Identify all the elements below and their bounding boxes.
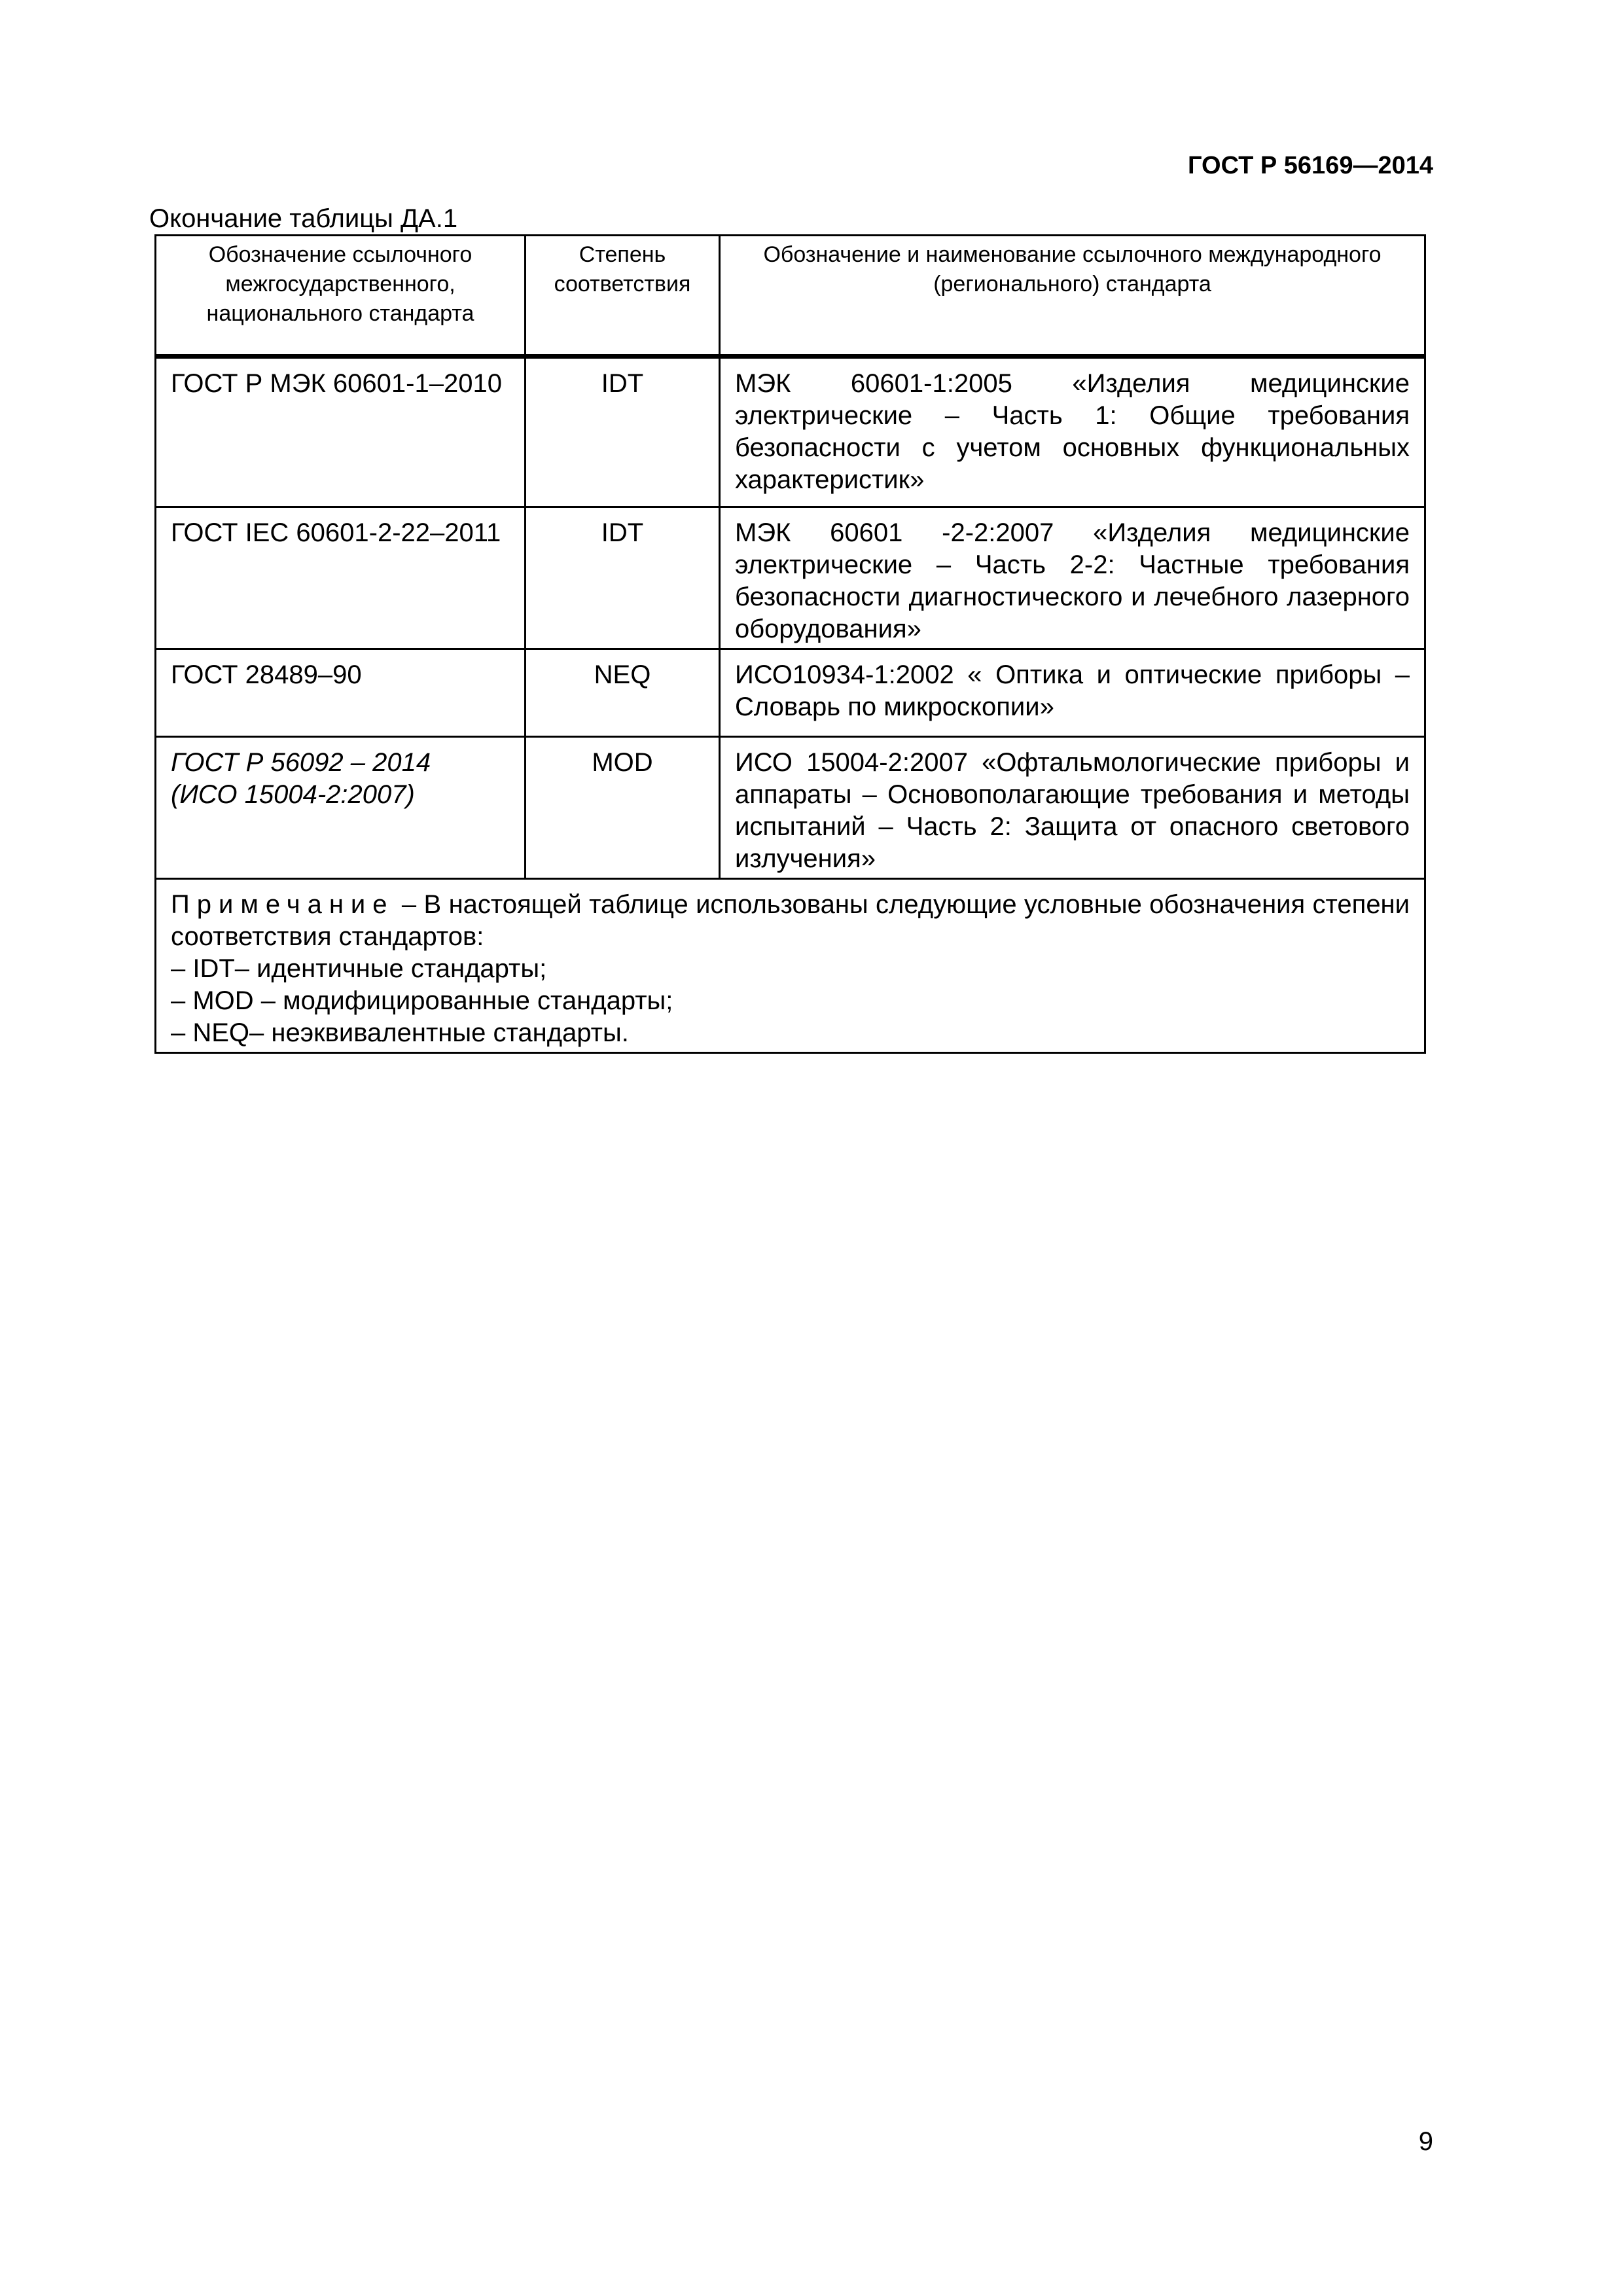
table-note-row xyxy=(156,879,1425,1053)
cell-standard xyxy=(156,737,526,879)
cell-reference: ИСО10934-1:2002 « Оптика и оптические приборы – Словарь по микроскопии» xyxy=(720,649,1425,737)
table-row xyxy=(156,357,1425,507)
page-number: 9 xyxy=(1418,2127,1433,2156)
cell-standard-line1: ГОСТ Р 56092 – 2014 xyxy=(171,748,431,777)
cell-degree: NEQ xyxy=(526,649,720,737)
note-item: – IDT– идентичные стандарты; xyxy=(171,954,547,983)
table-row xyxy=(156,507,1425,649)
cell-standard-line2: (ИСО 15004-2:2007) xyxy=(171,780,415,809)
table-row xyxy=(156,737,1425,879)
cell-reference: МЭК 60601 -2-2:2007 «Изделия медицинские электрические – Часть 2-2: Частные требования безопасности диагностического и лечебного лазерного оборудования» xyxy=(720,507,1425,649)
cell-reference: МЭК 60601-1:2005 «Изделия медицинские электрические – Часть 1: Общие требования безопасности с учетом основных функциональных характеристик» xyxy=(720,357,1425,507)
table-note xyxy=(156,879,1425,1053)
note-text xyxy=(171,889,1410,953)
column-header-reference: Обозначение и наименование ссылочного международного (регионального) стандарта xyxy=(720,236,1425,357)
standards-table xyxy=(154,234,1426,1054)
column-header-standard: Обозначение ссылочного межгосударственного, национального стандарта xyxy=(156,236,526,357)
cell-degree: MOD xyxy=(526,737,720,879)
note-body: – В настоящей таблице использованы следующие условные обозначения степени соответствия стандартов: xyxy=(171,890,1410,951)
note-label: Примечание xyxy=(171,890,395,919)
cell-reference: ИСО 15004-2:2007 «Офтальмологические приборы и аппараты – Основополагающие требования и методы испытаний – Часть 2: Защита от опасного светового излучения» xyxy=(720,737,1425,879)
note-item: – NEQ– неэквивалентные стандарты. xyxy=(171,1018,629,1047)
note-item: – MOD – модифицированные стандарты; xyxy=(171,986,673,1015)
table-row xyxy=(156,649,1425,737)
table-header-row xyxy=(156,236,1425,357)
table-caption: Окончание таблицы ДА.1 xyxy=(149,204,458,233)
cell-standard: ГОСТ 28489–90 xyxy=(156,649,526,737)
cell-degree: IDT xyxy=(526,507,720,649)
cell-standard: ГОСТ IEC 60601-2-22–2011 xyxy=(156,507,526,649)
cell-standard: ГОСТ Р МЭК 60601-1–2010 xyxy=(156,357,526,507)
cell-degree: IDT xyxy=(526,357,720,507)
document-code: ГОСТ Р 56169—2014 xyxy=(1188,152,1433,179)
column-header-degree: Степень соответствия xyxy=(526,236,720,357)
